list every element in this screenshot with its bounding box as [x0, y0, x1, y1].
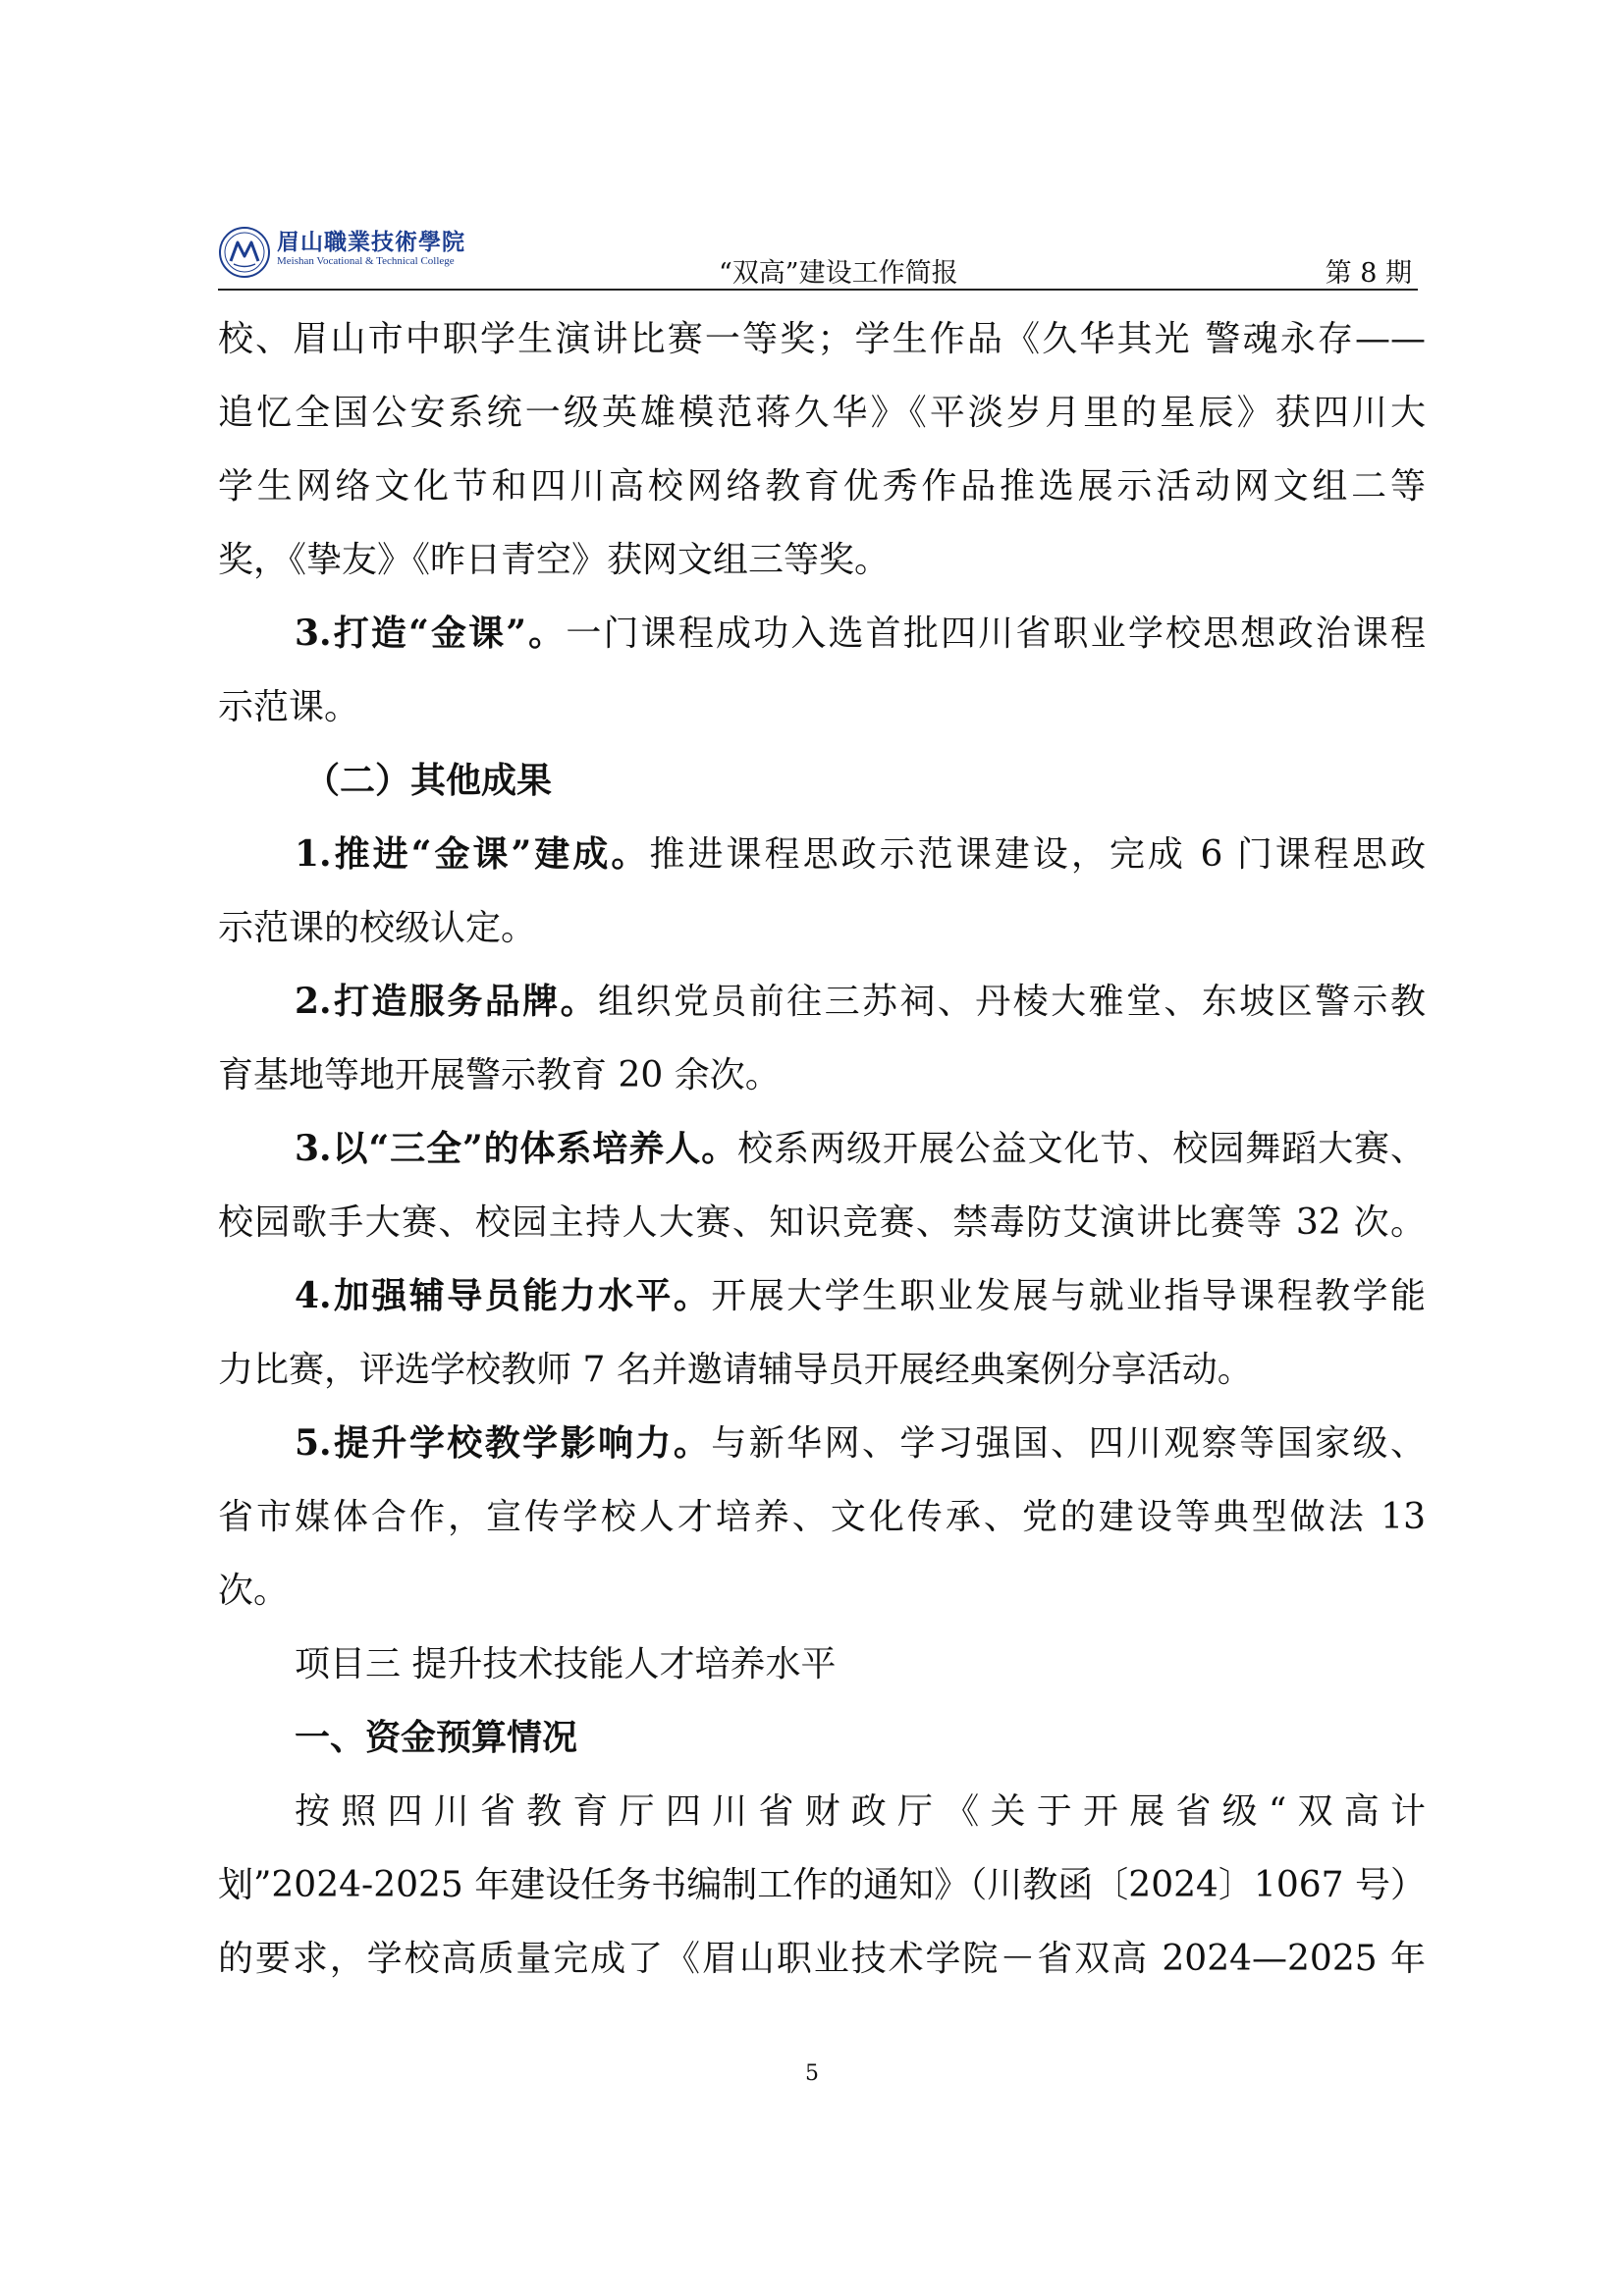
item-title: 4.加强辅导员能力水平。 — [295, 1275, 712, 1316]
project-heading: 项目三 提升技术技能人才培养水平 — [295, 1644, 837, 1684]
text-line: 学生网络文化节和四川高校网络教育优秀作品推选展示活动网文组二等 — [218, 466, 1426, 507]
logo-name-cn: 眉山職業技術學院 — [277, 229, 465, 255]
logo-name-en: Meishan Vocational & Technical College — [277, 255, 455, 267]
section-heading: 一、资金预算情况 — [295, 1718, 578, 1758]
issue-number: 第 8 期 — [1325, 258, 1412, 289]
text-line: 划”2024-2025 年建设任务书编制工作的通知》（川教函〔2024〕1067 号） — [218, 1865, 1426, 1905]
item-line: 5.提升学校教学影响力。与新华网、学习强国、四川观察等国家级、 — [295, 1422, 1426, 1464]
item-line: 1.推进“金课”建成。推进课程思政示范课建设，完成 6 门课程思政 — [295, 833, 1426, 875]
text-line: 校园歌手大赛、校园主持人大赛、知识竞赛、禁毒防艾演讲比赛等 32 次。 — [218, 1202, 1426, 1243]
text-line: 追忆全国公安系统一级英雄模范蒋久华》《平淡岁月里的星辰》获四川大 — [218, 393, 1426, 433]
text-line: 校、眉山市中职学生演讲比赛一等奖；学生作品《久华其光 警魂永存—— — [218, 319, 1426, 359]
text-line: 示范课的校级认定。 — [218, 908, 537, 948]
text-line: 的要求，学校高质量完成了《眉山职业技术学院－省双高 2024—2025 年 — [218, 1939, 1426, 1979]
college-logo — [218, 222, 475, 279]
item-line: 4.加强辅导员能力水平。开展大学生职业发展与就业指导课程教学能 — [295, 1275, 1426, 1316]
item-title: 5.提升学校教学影响力。 — [295, 1422, 712, 1464]
bulletin-title: “双高”建设工作简报 — [719, 258, 958, 289]
item-line: 3.打造“金课”。一门课程成功入选首批四川省职业学校思想政治课程 — [295, 613, 1426, 654]
item-title: 2.打造服务品牌。 — [295, 981, 599, 1022]
item-title: 3.打造“金课”。 — [295, 613, 567, 654]
item-title: 1.推进“金课”建成。 — [295, 833, 650, 875]
item-line: 3.以“三全”的体系培养人。校系两级开展公益文化节、校园舞蹈大赛、 — [295, 1128, 1426, 1169]
text-line: 力比赛，评选学校教师 7 名并邀请辅导员开展经典案例分享活动。 — [218, 1350, 1253, 1390]
body-text — [218, 302, 1426, 1996]
text-line: 示范课。 — [218, 687, 360, 727]
page-number: 5 — [805, 2061, 819, 2086]
header-divider — [218, 289, 1418, 291]
item-title: 3.以“三全”的体系培养人。 — [295, 1128, 738, 1169]
text-line: 按照四川省教育厅四川省财政厅《关于开展省级“双高计 — [295, 1791, 1426, 1832]
text-line: 奖，《挚友》《昨日青空》获网文组三等奖。 — [218, 540, 891, 580]
page-header — [218, 222, 1418, 291]
item-line: 2.打造服务品牌。组织党员前往三苏祠、丹棱大雅堂、东坡区警示教 — [295, 981, 1426, 1022]
college-emblem-icon — [218, 226, 271, 279]
text-line: 育基地等地开展警示教育 20 余次。 — [218, 1055, 781, 1095]
section-heading: （二）其他成果 — [304, 761, 553, 801]
text-line: 次。 — [218, 1571, 290, 1611]
text-line: 省市媒体合作，宣传学校人才培养、文化传承、党的建设等典型做法 13 — [218, 1497, 1426, 1537]
